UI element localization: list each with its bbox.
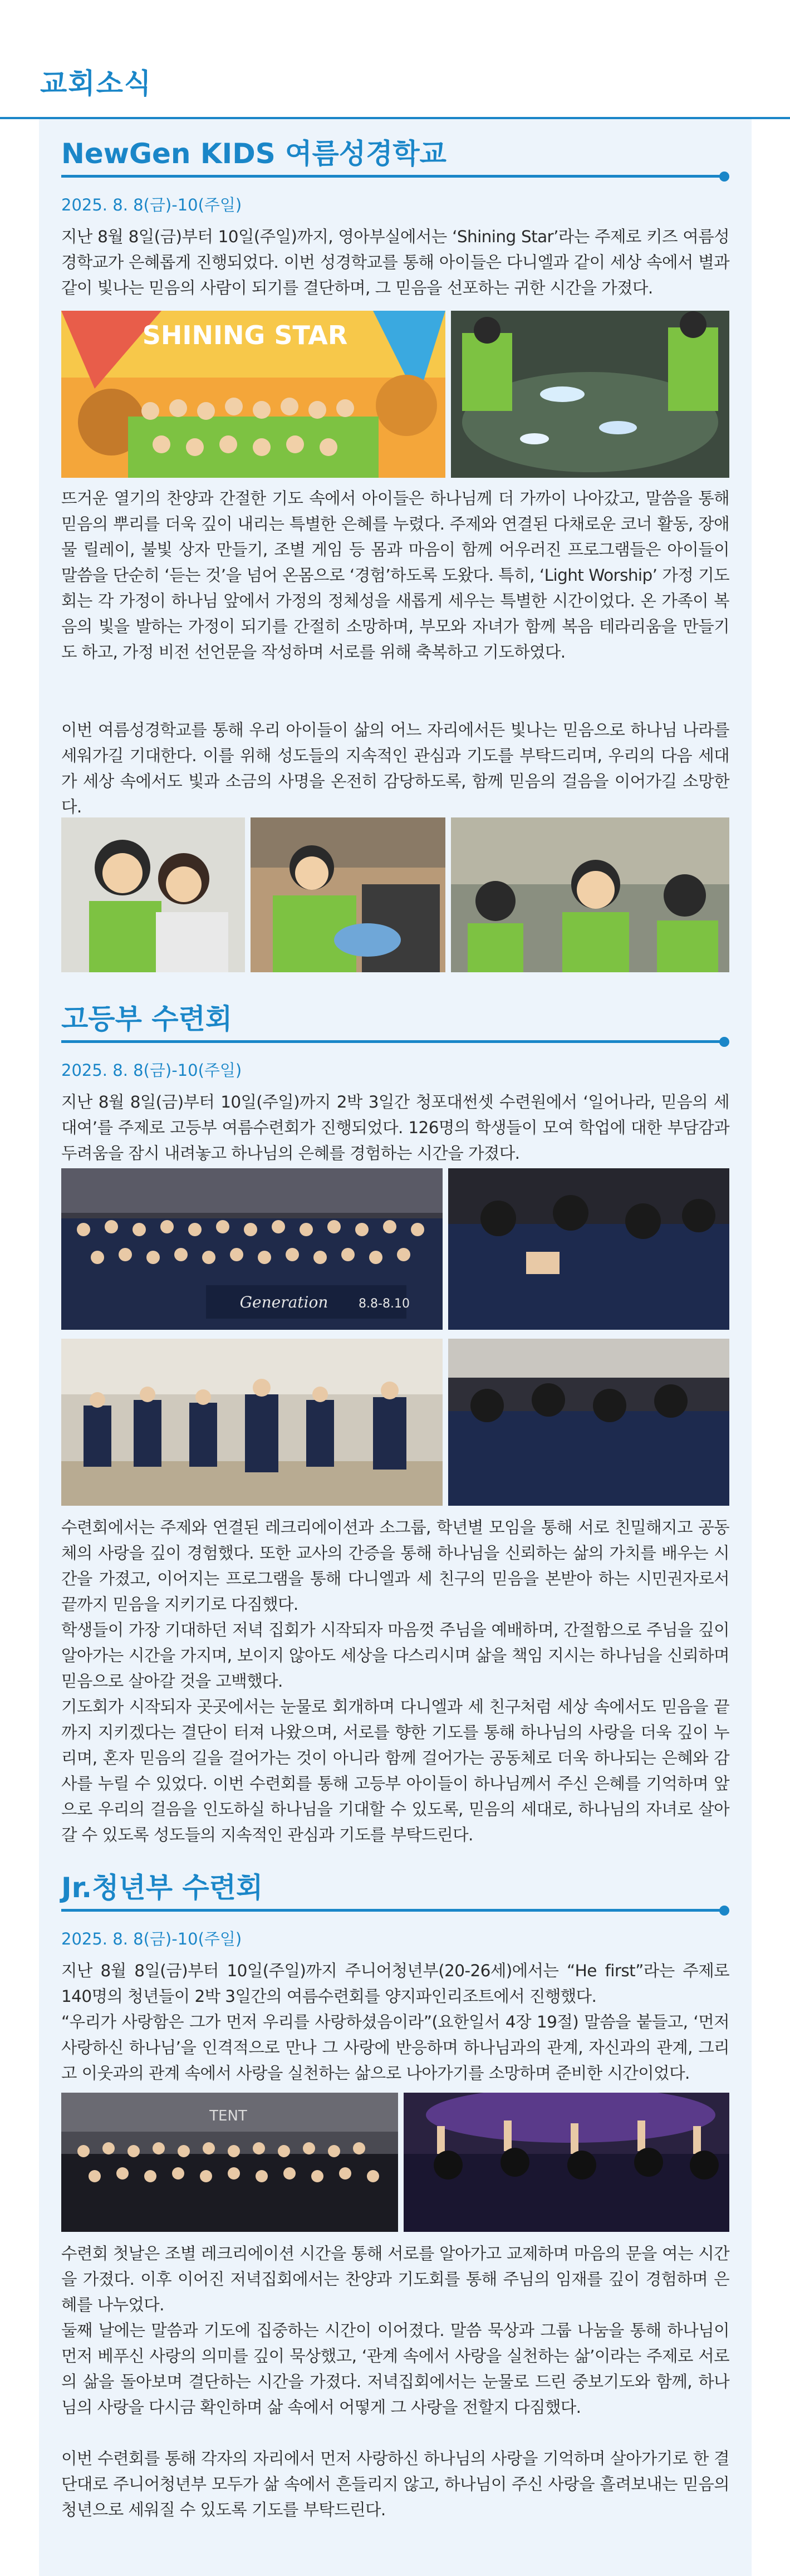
- section-divider: [61, 1040, 723, 1043]
- highschool-paragraph-3: 학생들이 가장 기대하던 저녁 집회가 시작되자 마음껏 주님을 예배하며, 간절함으로 주님을 깊이 알아가는 시간을 가지며, 보이지 않아도 세상을 다스리시며 삶을 책임 지시는 하나님을 신뢰하며 믿음으로 살아갈 것을 고백했다.: [61, 1620, 729, 1691]
- photo-kids-terrarium: [251, 817, 445, 972]
- page-title: 교회소식: [40, 67, 153, 100]
- photo-jryouth-worship: [404, 2093, 729, 2232]
- highschool-paragraph-1: 지난 8월 8일(금)부터 10일(주일)까지 2박 3일간 청포대썬셋 수련원에서 ‘일어나라, 믿음의 세대여’를 주제로 고등부 여름수련회가 진행되었다. 126명의 학생들이 모여 학업에 대한 부담감과 두려움을 잠시 내려놓고 하나님의 은혜를 경험하는 시간을 가졌다.: [61, 1093, 729, 1163]
- divider-dot: [719, 1906, 729, 1916]
- divider-dot: [719, 1037, 729, 1047]
- photo-kids-light-boxes: [451, 311, 729, 478]
- highschool-paragraph-4: 기도회가 시작되자 곳곳에서는 눈물로 회개하며 다니엘과 세 친구처럼 세상 속에서도 믿음을 끝까지 지키겠다는 결단이 터져 나왔으며, 서로를 향한 기도를 통해 하나님의 사랑을 더욱 깊이 누리며, 혼자 믿음의 길을 걸어가는 것이 아니라 함께 걸어가는 공동체로 더욱 하나되는 은혜와 감사를 누릴 수 있었다. 이번 수련회를 통해 고등부 아이들이 하나님께서 주신 은혜를 기억하며 앞으로 우리의 걸음을 인도하실 하나님을 기대할 수 있도록, 믿음의 세대로, 하나님의 자녀로 살아갈 수 있도록 성도들의 지속적인 관심과 기도를 부탁드린다.: [61, 1697, 729, 1844]
- jryouth-paragraph-1: 지난 8월 8일(금)부터 10일(주일)까지 주니어청년부(20-26세)에서는 “He first”라는 주제로 140명의 청년들이 2박 3일간의 여름수련회를 양지파인리조트에서 진행했다.: [61, 1961, 729, 2006]
- photo-jryouth-group: [61, 2093, 398, 2232]
- banner-dates: 8.8-8.10: [359, 1297, 410, 1311]
- banner-text: Generation: [239, 1293, 328, 1311]
- section-divider: [61, 175, 723, 178]
- section-title: 고등부 수련회: [61, 1003, 233, 1035]
- section-kids: [61, 131, 729, 983]
- banner-text: SHINING STAR: [142, 320, 348, 350]
- photo-kids-group: [61, 311, 445, 478]
- section-title: NewGen KIDS 여름성경학교: [61, 138, 446, 170]
- page-header: [0, 0, 790, 119]
- kids-paragraph-1: 지난 8월 8일(금)부터 10일(주일)까지, 영아부실에서는 ‘Shining Star’라는 주제로 키즈 여름성경학교가 은혜롭게 진행되었다. 이번 성경학교를 통해 아이들은 다니엘과 같이 세상 속에서 별과 같이 빛나는 믿음의 사람이 되기를 결단하며, 그 믿음을 선포하는 귀한 시간을 가졌다.: [61, 227, 729, 297]
- section-jryouth: [61, 1865, 729, 2567]
- section-title: Jr.청년부 수련회: [61, 1872, 263, 1904]
- kids-paragraph-2: 뜨거운 열기의 찬양과 간절한 기도 속에서 아이들은 하나님께 더 가까이 나아갔고, 말씀을 통해 믿음의 뿌리를 더욱 깊이 내리는 특별한 은혜를 누렸다. 주제와 연결된 다채로운 코너 활동, 장애물 릴레이, 불빛 상자 만들기, 조별 게임 등 몸과 마음이 함께 어우러진 프로그램들은 아이들이 말씀을 단순히 ‘듣는 것’을 넘어 온몸으로 ‘경험’하도록 도왔다. 특히, ‘Light Worship’ 가정 기도회는 각 가정이 하나님 앞에서 가정의 정체성을 새롭게 세우는 특별한 시간이었다. 온 가족이 복음의 빛을 발하는 가정이 되기를 간절히 소망하며, 부모와 자녀가 함께 복음 테라리움을 만들기도 하고, 가정 비전 선언문을 작성하며 서로를 위해 축복하고 기도하였다.: [61, 489, 729, 662]
- photo-kids-family: [61, 817, 245, 972]
- photo-highschool-group: [61, 1168, 443, 1330]
- photo-highschool-prayer: [448, 1168, 729, 1330]
- photo-highschool-recreation: [61, 1339, 443, 1506]
- highschool-paragraph-2: 수련회에서는 주제와 연결된 레크리에이션과 소그룹, 학년별 모임을 통해 서로 친밀해지고 공동체의 사랑을 깊이 경험했다. 또한 교사의 간증을 통해 하나님을 신뢰하는 삶의 가치를 배우는 시간을 가졌고, 이어지는 프로그램을 통해 다니엘과 세 친구의 믿음을 본받아 하는 시민권자로서 끝까지 믿음을 지키기로 다짐했다.: [61, 1518, 729, 1614]
- banner-text: TENT: [209, 2108, 247, 2124]
- photo-highschool-worship: [448, 1339, 729, 1506]
- section-date: 2025. 8. 8(금)-10(주일): [61, 1061, 242, 1080]
- section-date: 2025. 8. 8(금)-10(주일): [61, 195, 242, 214]
- section-highschool: [61, 997, 729, 1854]
- jryouth-paragraph-3: 수련회 첫날은 조별 레크리에이션 시간을 통해 서로를 알아가고 교제하며 마음의 문을 여는 시간을 가졌다. 이후 이어진 저녁집회에서는 찬양과 기도회를 통해 주님의 임재를 깊이 경험하며 은혜를 나누었다.: [61, 2244, 729, 2314]
- section-date: 2025. 8. 8(금)-10(주일): [61, 1929, 242, 1948]
- jryouth-paragraph-4: 둘째 날에는 말씀과 기도에 집중하는 시간이 이어졌다. 말씀 묵상과 그룹 나눔을 통해 하나님이 먼저 베푸신 사랑의 의미를 깊이 묵상했고, ‘관계 속에서 사랑을 실천하는 삶’이라는 주제로 서로의 삶을 돌아보며 결단하는 시간을 가졌다. 저녁집회에서는 눈물로 드린 중보기도와 함께, 하나님의 사랑을 다시금 확인하며 삶 속에서 어떻게 그 사랑을 전할지 다짐했다.: [61, 2321, 729, 2417]
- jryouth-paragraph-2: “우리가 사랑함은 그가 먼저 우리를 사랑하셨음이라”(요한일서 4장 19절) 말씀을 붙들고, ‘먼저 사랑하신 하나님’을 인격적으로 만나 그 사랑에 반응하며 하나님과의 관계, 자신과의 관계, 그리고 이웃과의 관계 속에서 사랑을 실천하는 삶으로 나아가기를 소망하며 준비한 시간이었다.: [61, 2012, 729, 2083]
- kids-paragraph-3: 이번 여름성경학교를 통해 우리 아이들이 삶의 어느 자리에서든 빛나는 믿음으로 하나님 나라를 세워가길 기대한다. 이를 위해 성도들의 지속적인 관심과 기도를 부탁드리며, 우리의 다음 세대가 세상 속에서도 빛과 소금의 사명을 온전히 감당하도록, 함께 믿음의 걸음을 이어가길 소망한다.: [61, 721, 729, 816]
- photo-kids-worship: [451, 817, 729, 972]
- divider-dot: [719, 172, 729, 182]
- section-divider: [61, 1909, 723, 1912]
- jryouth-paragraph-5: 이번 수련회를 통해 각자의 자리에서 먼저 사랑하신 하나님의 사랑을 기억하며 살아가기로 한 결단대로 주니어청년부 모두가 삶 속에서 흔들리지 않고, 하나님이 주신 사랑을 흘려보내는 믿음의 청년으로 세워질 수 있도록 기도를 부탁드린다.: [61, 2449, 729, 2519]
